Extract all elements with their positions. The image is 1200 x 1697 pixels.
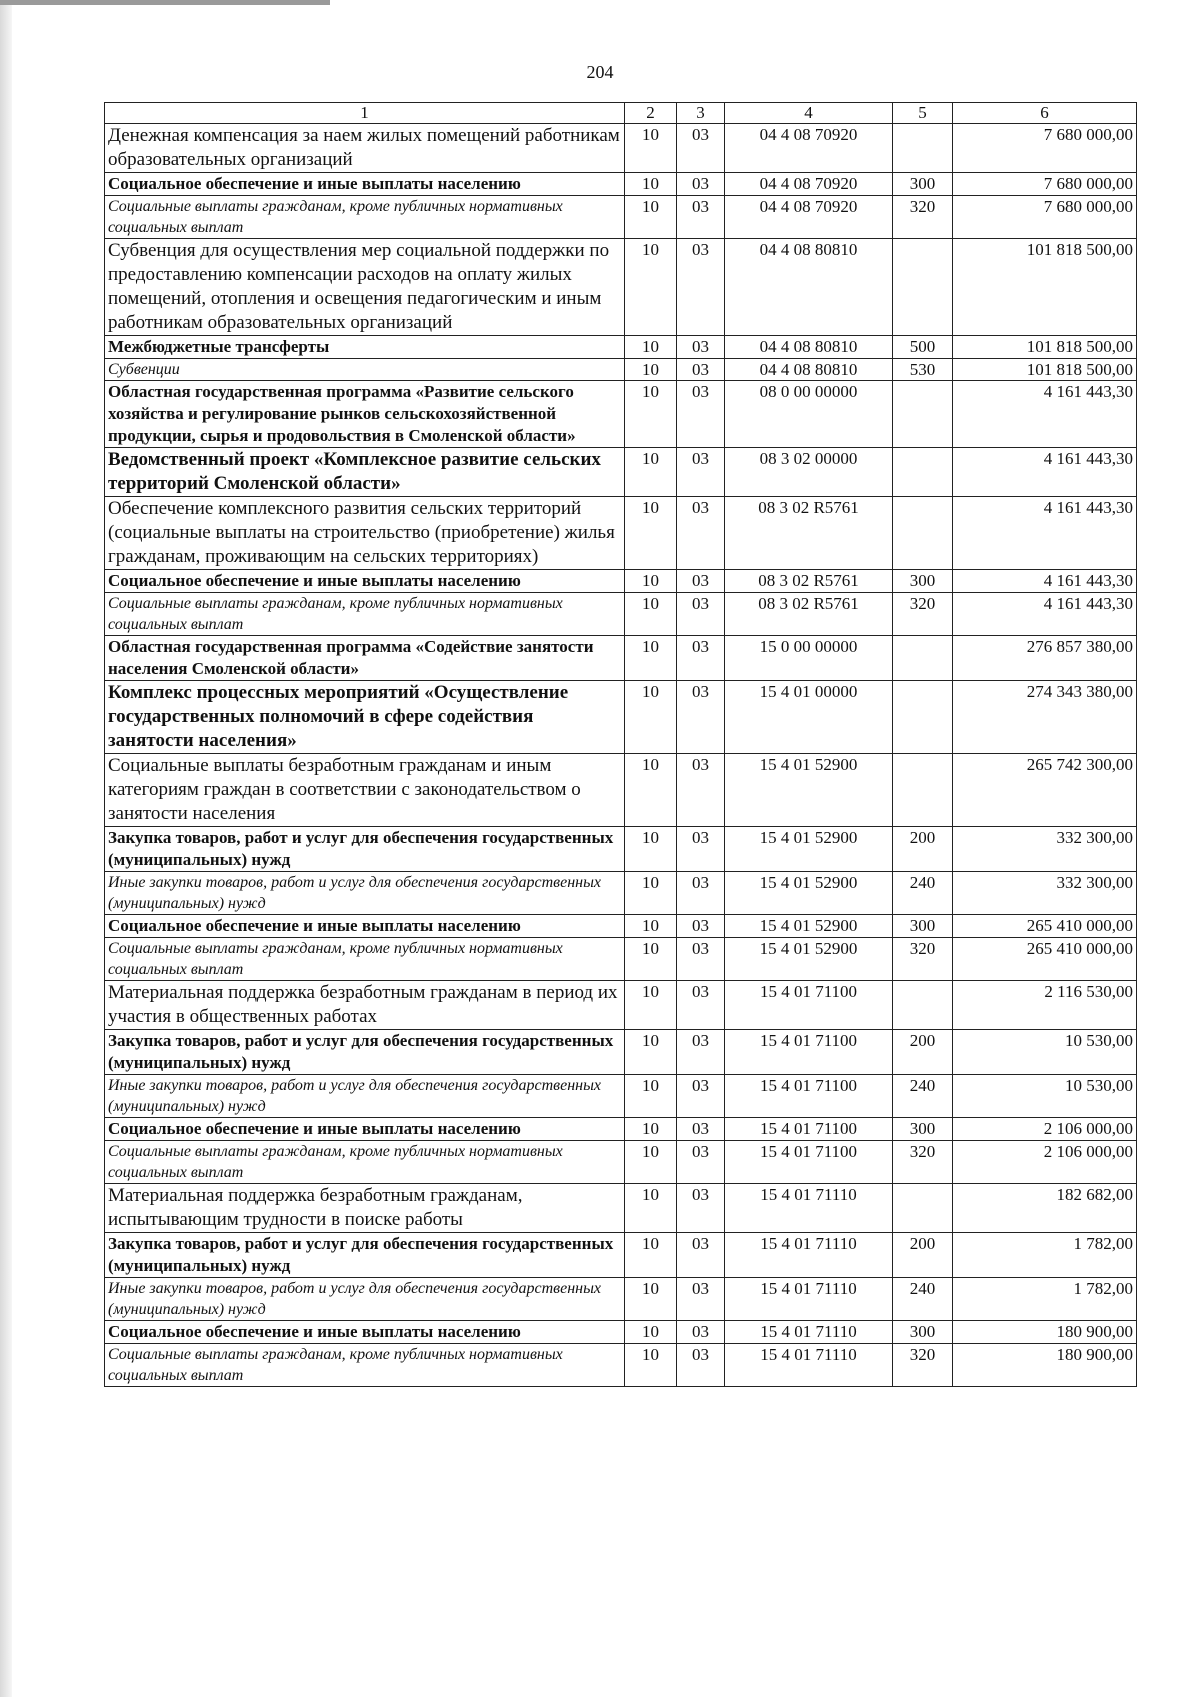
table-row (105, 981, 1137, 1030)
row-type: 320 (893, 1141, 953, 1184)
table-row (105, 381, 1137, 448)
row-type (893, 497, 953, 570)
row-amount: 2 116 530,00 (953, 981, 1137, 1030)
row-name: Социальные выплаты гражданам, кроме публичных нормативных социальных выплат (105, 1141, 625, 1184)
row-amount: 332 300,00 (953, 872, 1137, 915)
row-code: 15 4 01 71100 (725, 981, 893, 1030)
row-subsection: 03 (677, 938, 725, 981)
row-section: 10 (625, 1118, 677, 1141)
budget-table (104, 102, 1137, 1387)
row-subsection: 03 (677, 239, 725, 336)
row-type: 200 (893, 827, 953, 872)
row-name: Социальное обеспечение и иные выплаты населению (105, 1118, 625, 1141)
row-type: 300 (893, 570, 953, 593)
row-subsection: 03 (677, 593, 725, 636)
row-amount: 332 300,00 (953, 827, 1137, 872)
row-subsection: 03 (677, 336, 725, 359)
row-section: 10 (625, 636, 677, 681)
row-amount: 1 782,00 (953, 1233, 1137, 1278)
row-type: 240 (893, 1075, 953, 1118)
row-code: 15 4 01 71100 (725, 1075, 893, 1118)
column-header-subsection: 3 (677, 103, 725, 124)
row-code: 15 4 01 71100 (725, 1030, 893, 1075)
row-type: 320 (893, 196, 953, 239)
row-amount: 4 161 443,30 (953, 381, 1137, 448)
row-type: 300 (893, 173, 953, 196)
row-amount: 180 900,00 (953, 1321, 1137, 1344)
row-subsection: 03 (677, 681, 725, 754)
table-row (105, 173, 1137, 196)
row-section: 10 (625, 1141, 677, 1184)
column-header-amount: 6 (953, 103, 1137, 124)
row-name: Закупка товаров, работ и услуг для обеспечения государственных (муниципальных) нужд (105, 1030, 625, 1075)
row-subsection: 03 (677, 1184, 725, 1233)
row-name: Материальная поддержка безработным гражданам, испытывающим трудности в поиске работы (105, 1184, 625, 1233)
row-subsection: 03 (677, 1344, 725, 1387)
row-code: 15 4 01 71110 (725, 1278, 893, 1321)
row-section: 10 (625, 381, 677, 448)
row-type: 500 (893, 336, 953, 359)
row-code: 08 3 02 R5761 (725, 497, 893, 570)
row-code: 04 4 08 80810 (725, 359, 893, 381)
column-header-type: 5 (893, 103, 953, 124)
row-name: Субвенции (105, 359, 625, 381)
row-section: 10 (625, 754, 677, 827)
table-row (105, 448, 1137, 497)
row-name: Социальные выплаты гражданам, кроме публичных нормативных социальных выплат (105, 593, 625, 636)
row-subsection: 03 (677, 448, 725, 497)
row-amount: 7 680 000,00 (953, 124, 1137, 173)
row-name: Социальные выплаты гражданам, кроме публичных нормативных социальных выплат (105, 196, 625, 239)
row-name: Иные закупки товаров, работ и услуг для обеспечения государственных (муниципальных) нужд (105, 1278, 625, 1321)
table-row (105, 1321, 1137, 1344)
table-row (105, 1075, 1137, 1118)
row-subsection: 03 (677, 981, 725, 1030)
row-amount: 4 161 443,30 (953, 593, 1137, 636)
row-amount: 10 530,00 (953, 1075, 1137, 1118)
row-section: 10 (625, 448, 677, 497)
row-subsection: 03 (677, 381, 725, 448)
row-section: 10 (625, 1233, 677, 1278)
row-amount: 276 857 380,00 (953, 636, 1137, 681)
row-code: 15 4 01 52900 (725, 915, 893, 938)
row-section: 10 (625, 239, 677, 336)
row-code: 15 4 01 52900 (725, 754, 893, 827)
row-type (893, 381, 953, 448)
row-code: 15 4 01 52900 (725, 872, 893, 915)
table-row (105, 636, 1137, 681)
row-amount: 10 530,00 (953, 1030, 1137, 1075)
row-type: 530 (893, 359, 953, 381)
row-code: 15 4 01 00000 (725, 681, 893, 754)
row-type (893, 636, 953, 681)
row-type (893, 1184, 953, 1233)
row-code: 15 4 01 71110 (725, 1321, 893, 1344)
row-type (893, 981, 953, 1030)
row-amount: 180 900,00 (953, 1344, 1137, 1387)
row-amount: 7 680 000,00 (953, 196, 1137, 239)
row-section: 10 (625, 497, 677, 570)
table-row (105, 938, 1137, 981)
table-row (105, 1118, 1137, 1141)
row-code: 04 4 08 80810 (725, 239, 893, 336)
row-subsection: 03 (677, 872, 725, 915)
row-code: 08 0 00 00000 (725, 381, 893, 448)
table-row (105, 239, 1137, 336)
row-name: Закупка товаров, работ и услуг для обеспечения государственных (муниципальных) нужд (105, 1233, 625, 1278)
row-name: Иные закупки товаров, работ и услуг для обеспечения государственных (муниципальных) нужд (105, 872, 625, 915)
table-row (105, 336, 1137, 359)
row-amount: 4 161 443,30 (953, 497, 1137, 570)
row-section: 10 (625, 593, 677, 636)
row-name: Социальное обеспечение и иные выплаты населению (105, 173, 625, 196)
row-type: 320 (893, 1344, 953, 1387)
row-amount: 101 818 500,00 (953, 359, 1137, 381)
row-subsection: 03 (677, 1141, 725, 1184)
row-subsection: 03 (677, 1118, 725, 1141)
table-row (105, 1233, 1137, 1278)
row-name: Социальные выплаты гражданам, кроме публичных нормативных социальных выплат (105, 938, 625, 981)
row-type (893, 448, 953, 497)
row-name: Социальное обеспечение и иные выплаты населению (105, 1321, 625, 1344)
row-name: Социальные выплаты гражданам, кроме публичных нормативных социальных выплат (105, 1344, 625, 1387)
table-row (105, 872, 1137, 915)
row-amount: 4 161 443,30 (953, 448, 1137, 497)
row-section: 10 (625, 915, 677, 938)
row-code: 15 0 00 00000 (725, 636, 893, 681)
column-header-section: 2 (625, 103, 677, 124)
row-code: 15 4 01 71100 (725, 1118, 893, 1141)
row-name: Ведомственный проект «Комплексное развитие сельских территорий Смоленской области» (105, 448, 625, 497)
row-amount: 101 818 500,00 (953, 239, 1137, 336)
row-code: 04 4 08 70920 (725, 196, 893, 239)
table-row (105, 359, 1137, 381)
row-code: 08 3 02 00000 (725, 448, 893, 497)
row-section: 10 (625, 938, 677, 981)
row-subsection: 03 (677, 196, 725, 239)
row-amount: 7 680 000,00 (953, 173, 1137, 196)
column-header-name: 1 (105, 103, 625, 124)
row-subsection: 03 (677, 570, 725, 593)
row-name: Комплекс процессных мероприятий «Осуществление государственных полномочий в сфере содействия занятости населения» (105, 681, 625, 754)
table-row (105, 915, 1137, 938)
row-amount: 182 682,00 (953, 1184, 1137, 1233)
row-subsection: 03 (677, 1321, 725, 1344)
row-type (893, 681, 953, 754)
row-subsection: 03 (677, 636, 725, 681)
row-section: 10 (625, 1075, 677, 1118)
row-name: Областная государственная программа «Развитие сельского хозяйства и регулирование рынков сельскохозяйственной продукции, сырья и продовольствия в Смоленской области» (105, 381, 625, 448)
row-code: 15 4 01 71110 (725, 1233, 893, 1278)
table-header-row (105, 103, 1137, 124)
row-code: 15 4 01 52900 (725, 938, 893, 981)
row-name: Денежная компенсация за наем жилых помещений работникам образовательных организаций (105, 124, 625, 173)
row-name: Материальная поддержка безработным гражданам в период их участия в общественных работах (105, 981, 625, 1030)
row-type: 240 (893, 1278, 953, 1321)
row-type (893, 124, 953, 173)
row-section: 10 (625, 1184, 677, 1233)
row-name: Субвенция для осуществления мер социальной поддержки по предоставлению компенсации расходов на оплату жилых помещений, отопления и освещения педагогическим и иным работникам образовательных организаций (105, 239, 625, 336)
row-section: 10 (625, 1278, 677, 1321)
row-type (893, 239, 953, 336)
row-amount: 4 161 443,30 (953, 570, 1137, 593)
table-row (105, 497, 1137, 570)
table-row (105, 1344, 1137, 1387)
row-type: 300 (893, 1118, 953, 1141)
row-section: 10 (625, 1030, 677, 1075)
row-type (893, 754, 953, 827)
row-type: 240 (893, 872, 953, 915)
row-section: 10 (625, 981, 677, 1030)
row-name: Областная государственная программа «Содействие занятости населения Смоленской области» (105, 636, 625, 681)
row-name: Социальное обеспечение и иные выплаты населению (105, 570, 625, 593)
row-type: 300 (893, 1321, 953, 1344)
row-type: 320 (893, 593, 953, 636)
row-subsection: 03 (677, 1075, 725, 1118)
row-amount: 1 782,00 (953, 1278, 1137, 1321)
table-row (105, 827, 1137, 872)
table-row (105, 1030, 1137, 1075)
row-subsection: 03 (677, 497, 725, 570)
row-type: 200 (893, 1233, 953, 1278)
table-row (105, 593, 1137, 636)
row-code: 08 3 02 R5761 (725, 593, 893, 636)
row-amount: 265 410 000,00 (953, 938, 1137, 981)
row-section: 10 (625, 173, 677, 196)
scan-edge-shadow (0, 0, 12, 1697)
table-row (105, 1184, 1137, 1233)
row-section: 10 (625, 681, 677, 754)
row-code: 04 4 08 80810 (725, 336, 893, 359)
table-row (105, 124, 1137, 173)
row-subsection: 03 (677, 124, 725, 173)
table-row (105, 1141, 1137, 1184)
row-amount: 2 106 000,00 (953, 1141, 1137, 1184)
row-code: 15 4 01 71100 (725, 1141, 893, 1184)
row-name: Закупка товаров, работ и услуг для обеспечения государственных (муниципальных) нужд (105, 827, 625, 872)
row-subsection: 03 (677, 359, 725, 381)
row-section: 10 (625, 124, 677, 173)
row-amount: 265 742 300,00 (953, 754, 1137, 827)
row-amount: 2 106 000,00 (953, 1118, 1137, 1141)
table-row (105, 1278, 1137, 1321)
row-amount: 274 343 380,00 (953, 681, 1137, 754)
row-code: 15 4 01 71110 (725, 1344, 893, 1387)
row-code: 15 4 01 52900 (725, 827, 893, 872)
row-name: Социальное обеспечение и иные выплаты населению (105, 915, 625, 938)
row-code: 15 4 01 71110 (725, 1184, 893, 1233)
page-number: 204 (586, 62, 614, 82)
row-type: 320 (893, 938, 953, 981)
table-row (105, 754, 1137, 827)
row-subsection: 03 (677, 754, 725, 827)
row-subsection: 03 (677, 1030, 725, 1075)
row-subsection: 03 (677, 1278, 725, 1321)
table-row (105, 196, 1137, 239)
row-subsection: 03 (677, 173, 725, 196)
row-amount: 265 410 000,00 (953, 915, 1137, 938)
row-type: 300 (893, 915, 953, 938)
row-name: Социальные выплаты безработным гражданам и иным категориям граждан в соответствии с законодательством о занятости населения (105, 754, 625, 827)
row-subsection: 03 (677, 915, 725, 938)
row-section: 10 (625, 827, 677, 872)
row-code: 04 4 08 70920 (725, 124, 893, 173)
row-section: 10 (625, 196, 677, 239)
scan-edge-mark (0, 0, 330, 5)
row-type: 200 (893, 1030, 953, 1075)
row-section: 10 (625, 1344, 677, 1387)
row-subsection: 03 (677, 1233, 725, 1278)
row-section: 10 (625, 1321, 677, 1344)
table-row (105, 681, 1137, 754)
row-section: 10 (625, 359, 677, 381)
row-amount: 101 818 500,00 (953, 336, 1137, 359)
row-name: Иные закупки товаров, работ и услуг для обеспечения государственных (муниципальных) нужд (105, 1075, 625, 1118)
row-subsection: 03 (677, 827, 725, 872)
row-code: 08 3 02 R5761 (725, 570, 893, 593)
row-name: Обеспечение комплексного развития сельских территорий (социальные выплаты на строительство (приобретение) жилья гражданам, проживающим на сельских территориях) (105, 497, 625, 570)
row-section: 10 (625, 570, 677, 593)
column-header-code: 4 (725, 103, 893, 124)
row-section: 10 (625, 872, 677, 915)
table-row (105, 570, 1137, 593)
row-name: Межбюджетные трансферты (105, 336, 625, 359)
row-section: 10 (625, 336, 677, 359)
row-code: 04 4 08 70920 (725, 173, 893, 196)
